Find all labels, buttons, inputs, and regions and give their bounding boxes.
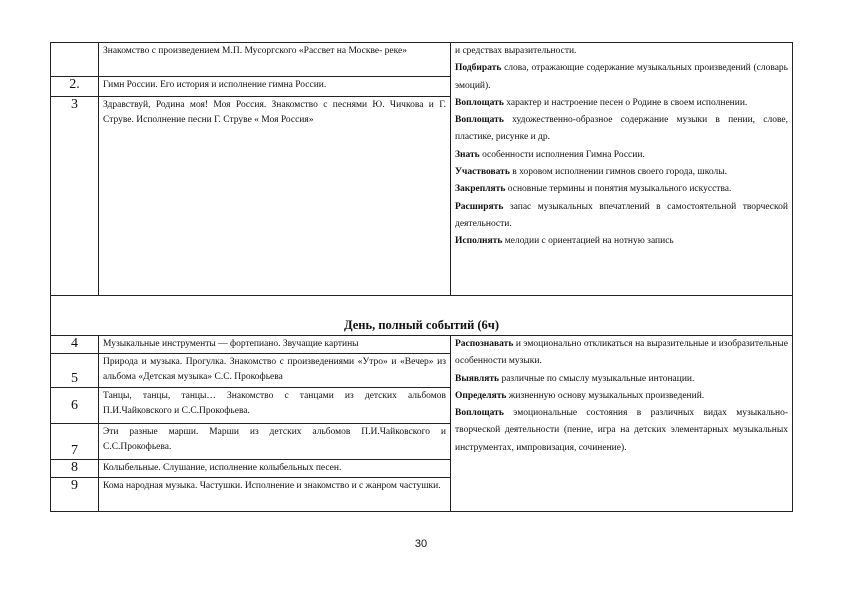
- activity-text: слова, отражающие содержание музыкальных произведений (словарь эмоций).: [455, 63, 788, 91]
- row-number: 3: [51, 97, 99, 296]
- activity-text: различные по смыслу музыкальные интонации.: [499, 373, 695, 384]
- curriculum-table: [50, 42, 793, 512]
- activity-item: [455, 43, 788, 60]
- activity-verb: Распознавать: [455, 339, 514, 349]
- activity-item: [455, 112, 788, 147]
- lesson-topic: Природа и музыка. Прогулка. Знакомство с произведениями «Утро» и «Вечер» из альбома «Детская музыка» С.С. Прокофьева: [99, 354, 451, 388]
- row-number: 8: [51, 460, 99, 478]
- activity-verb: Воплощать: [455, 97, 504, 108]
- table-row: [51, 43, 793, 77]
- activity-text: запас музыкальных впечатлений в самостоятельной творческой деятельности.: [455, 201, 788, 229]
- activity-item: [455, 60, 788, 95]
- activity-text: в хоровом исполнении гимнов своего города, школы.: [509, 167, 728, 178]
- lesson-topic: Кома народная музыка. Частушки. Исполнение и знакомство и с жанром частушки.: [99, 478, 451, 512]
- row-number: 6: [51, 388, 99, 424]
- activity-item: [455, 164, 788, 181]
- activity-item: [455, 371, 788, 388]
- activities-cell: [451, 336, 793, 512]
- activity-verb: Воплощать: [455, 115, 504, 126]
- row-number: 2.: [51, 77, 99, 97]
- lesson-topic: Знакомство с произведением М.П. Мусоргского «Рассвет на Москве- реке»: [99, 43, 451, 77]
- row-number: 7: [51, 424, 99, 460]
- row-number: 9: [51, 478, 99, 512]
- activity-verb: Участвовать: [455, 167, 510, 178]
- activity-item: [455, 405, 788, 457]
- section-row: [51, 296, 793, 336]
- lesson-topic: Музыкальные инструменты — фортепиано. Звучащие картины: [99, 336, 451, 354]
- activity-item: [455, 95, 788, 112]
- lesson-topic: Гимн России. Его история и исполнение гимна России.: [99, 77, 451, 97]
- activity-verb: Выявлять: [455, 373, 500, 384]
- activity-verb: Знать: [455, 149, 480, 160]
- activity-text: и эмоционально откликаться на выразительные и изобразительные особенности музыки.: [455, 339, 788, 367]
- page-number: 30: [414, 538, 428, 550]
- activity-verb: Закреплять: [455, 184, 506, 195]
- activity-verb: Определять: [455, 390, 507, 401]
- lesson-topic: Здравствуй, Родина моя! Моя Россия. Знакомство с песнями Ю. Чичкова и Г. Струве. Исполнение песни Г. Струве « Моя Россия»: [99, 97, 451, 296]
- table-row: [51, 336, 793, 354]
- row-number: 4: [51, 336, 99, 354]
- activity-text: характер и настроение песен о Родине в своем исполнении.: [503, 97, 748, 108]
- row-number: 5: [51, 354, 99, 388]
- activities-cell: [451, 43, 793, 296]
- section-title: День, полный событий (6ч): [51, 296, 793, 336]
- activity-item: [455, 181, 788, 198]
- activity-item: [455, 233, 788, 250]
- lesson-topic: Колыбельные. Слушание, исполнение колыбельных песен.: [99, 460, 451, 478]
- activity-text: особенности исполнения Гимна России.: [479, 149, 645, 160]
- activity-text: и средствах выразительности.: [455, 46, 577, 56]
- activity-text: жизненную основу музыкальных произведений.: [506, 390, 705, 401]
- activity-verb: Подбирать: [455, 63, 502, 74]
- activity-verb: Расширять: [455, 201, 504, 212]
- activity-item: [455, 199, 788, 234]
- activity-verb: Воплощать: [455, 408, 504, 419]
- activity-text: основные термины и понятия музыкального искусства.: [505, 184, 732, 195]
- lesson-topic: Эти разные марши. Марши из детских альбомов П.И.Чайковского и С.С.Прокофьева.: [99, 424, 451, 460]
- row-number: [51, 43, 99, 77]
- activity-item: [455, 336, 788, 371]
- activity-item: [455, 388, 788, 405]
- activity-text: художественно-образное содержание музыки в пении, слове, пластике, рисунке и др.: [455, 115, 788, 143]
- activity-text: эмоциональные состояния в различных видах музыкально-творческой деятельности (пение, игра на детских элементарных музыкальных инструментах, импровизация, сочинение).: [455, 408, 788, 453]
- activity-verb: Исполнять: [455, 236, 503, 247]
- activity-text: мелодии с ориентацией на нотную запись: [502, 236, 674, 247]
- activity-item: [455, 147, 788, 164]
- lesson-topic: Танцы, танцы, танцы… Знакомство с танцами из детских альбомов П.И.Чайковского и С.С.Прокофьева.: [99, 388, 451, 424]
